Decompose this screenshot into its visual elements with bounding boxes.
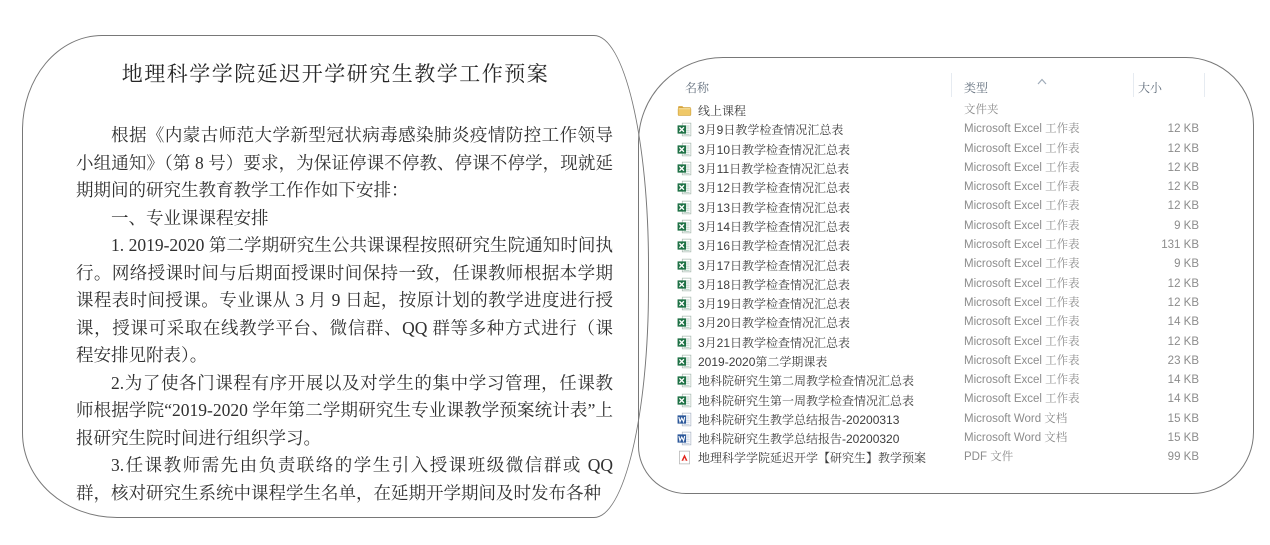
column-separator xyxy=(951,73,952,97)
file-name: 地科院研究生第一周教学检查情况汇总表 xyxy=(698,393,915,408)
file-name: 线上课程 xyxy=(698,104,747,119)
file-name: 地科院研究生第二周教学检查情况汇总表 xyxy=(698,374,915,389)
excel-icon xyxy=(677,161,692,176)
file-name: 2019-2020第二学期课表 xyxy=(698,355,828,369)
file-type: Microsoft Excel 工作表 xyxy=(964,219,1080,232)
file-row[interactable] xyxy=(677,178,1233,197)
word-icon xyxy=(677,412,692,427)
document-title: 地理科学学院延迟开学研究生教学工作预案 xyxy=(121,62,550,86)
column-header-row xyxy=(639,71,1253,99)
file-type: 文件夹 xyxy=(964,104,999,116)
file-row[interactable] xyxy=(677,390,1233,409)
file-name: 3月18日教学检查情况汇总表 xyxy=(698,277,851,292)
file-size: 14 KB xyxy=(1167,374,1199,387)
file-row[interactable] xyxy=(677,159,1233,178)
file-size: 12 KB xyxy=(1167,296,1199,309)
file-name: 3月21日教学检查情况汇总表 xyxy=(698,335,851,350)
file-type: Microsoft Word 文档 xyxy=(964,412,1068,425)
document-paragraph: 1. 2019-2020 第二学期研究生公共课课程按照研究生院通知时间执行。网络授课时间与后期面授课时间保持一致，任课教师根据本学期课程表时间授课。专业课从 3 月 9 日起，按原计划的教学进度进行授课，授课可采取在线教学平台、微信群、QQ 群等多种方式进行（课程安排见附表）。 xyxy=(76,235,613,365)
file-row[interactable] xyxy=(677,313,1233,332)
file-list xyxy=(677,101,1233,468)
file-size: 99 KB xyxy=(1167,451,1199,464)
document-paragraph: 2.为了使各门课程有序开展以及对学生的集中学习管理，任课教师根据学院“2019-2020 学年第二学期研究生专业课教学预案统计表”上报研究生院时间进行组织学习。 xyxy=(76,372,613,448)
file-name: 3月17日教学检查情况汇总表 xyxy=(698,258,851,273)
file-type: Microsoft Excel 工作表 xyxy=(964,161,1080,174)
file-row[interactable] xyxy=(677,294,1233,313)
excel-icon xyxy=(677,180,692,195)
document-paragraph: 根据《内蒙古师范大学新型冠状病毒感染肺炎疫情防控工作领导小组通知》（第 8 号）要求，为保证停课不停教、停课不停学，现就延期期间的研究生教育教学工作作如下安排： xyxy=(76,125,613,200)
file-size: 14 KB xyxy=(1167,316,1199,329)
excel-icon xyxy=(677,219,692,234)
file-name: 地科院研究生教学总结报告-20200320 xyxy=(698,432,900,447)
sort-ascending-icon xyxy=(1035,72,1049,79)
file-name: 地科院研究生教学总结报告-20200313 xyxy=(698,412,900,427)
file-row[interactable] xyxy=(677,275,1233,294)
file-size: 131 KB xyxy=(1161,239,1199,252)
file-explorer-panel xyxy=(638,57,1254,494)
pdf-icon xyxy=(677,450,692,465)
file-row[interactable] xyxy=(677,448,1233,467)
excel-icon xyxy=(677,393,692,408)
file-size: 12 KB xyxy=(1167,161,1199,174)
excel-icon xyxy=(677,315,692,330)
column-header-type[interactable]: 类型 xyxy=(964,81,989,95)
file-name: 3月20日教学检查情况汇总表 xyxy=(698,316,851,331)
file-size: 12 KB xyxy=(1167,200,1199,213)
file-type: Microsoft Excel 工作表 xyxy=(964,316,1080,329)
file-type: Microsoft Excel 工作表 xyxy=(964,142,1080,155)
file-row[interactable] xyxy=(677,140,1233,159)
excel-icon xyxy=(677,258,692,273)
file-type: Microsoft Word 文档 xyxy=(964,432,1068,445)
excel-icon xyxy=(677,296,692,311)
file-size: 12 KB xyxy=(1167,142,1199,155)
excel-icon xyxy=(677,200,692,215)
file-type: Microsoft Excel 工作表 xyxy=(964,123,1080,136)
file-type: Microsoft Excel 工作表 xyxy=(964,258,1080,271)
excel-icon xyxy=(677,335,692,350)
file-name: 3月10日教学检查情况汇总表 xyxy=(698,142,851,157)
file-name: 3月12日教学检查情况汇总表 xyxy=(698,181,851,196)
file-size: 23 KB xyxy=(1167,354,1199,367)
file-type: Microsoft Excel 工作表 xyxy=(964,335,1080,348)
document-paragraph: 3.任课教师需先由负责联络的学生引入授课班级微信群或 QQ 群，核对研究生系统中课程学生名单，在延期开学期间及时发布各种 xyxy=(76,455,613,503)
word-icon xyxy=(677,431,692,446)
file-name: 3月16日教学检查情况汇总表 xyxy=(698,239,851,254)
file-type: Microsoft Excel 工作表 xyxy=(964,296,1080,309)
column-separator xyxy=(1133,73,1134,97)
file-type: PDF 文件 xyxy=(964,451,1014,464)
file-type: Microsoft Excel 工作表 xyxy=(964,277,1080,290)
file-name: 3月9日教学检查情况汇总表 xyxy=(698,123,844,138)
file-size: 15 KB xyxy=(1167,432,1199,445)
file-size: 12 KB xyxy=(1167,181,1199,194)
excel-icon xyxy=(677,122,692,137)
excel-icon xyxy=(677,238,692,253)
file-type: Microsoft Excel 工作表 xyxy=(964,374,1080,387)
file-row[interactable] xyxy=(677,371,1233,390)
file-row[interactable] xyxy=(677,410,1233,429)
file-type: Microsoft Excel 工作表 xyxy=(964,354,1080,367)
file-size: 12 KB xyxy=(1167,123,1199,136)
excel-icon xyxy=(677,142,692,157)
file-name: 3月13日教学检查情况汇总表 xyxy=(698,200,851,215)
excel-icon xyxy=(677,373,692,388)
file-row[interactable] xyxy=(677,352,1233,371)
file-row[interactable] xyxy=(677,197,1233,216)
column-header-name[interactable]: 名称 xyxy=(685,81,710,95)
file-name: 3月14日教学检查情况汇总表 xyxy=(698,219,851,234)
file-type: Microsoft Excel 工作表 xyxy=(964,181,1080,194)
file-row[interactable] xyxy=(677,217,1233,236)
file-row[interactable] xyxy=(677,333,1233,352)
file-row[interactable] xyxy=(677,255,1233,274)
excel-icon xyxy=(677,354,692,369)
file-type: Microsoft Excel 工作表 xyxy=(964,200,1080,213)
file-row[interactable] xyxy=(677,429,1233,448)
document-paragraph: 一、专业课课程安排 xyxy=(111,207,269,228)
column-header-size[interactable]: 大小 xyxy=(1138,81,1163,95)
file-size: 9 KB xyxy=(1174,258,1199,271)
file-row[interactable] xyxy=(677,120,1233,139)
file-size: 15 KB xyxy=(1167,412,1199,425)
file-name: 3月11日教学检查情况汇总表 xyxy=(698,162,850,177)
file-row[interactable] xyxy=(677,236,1233,255)
file-name: 3月19日教学检查情况汇总表 xyxy=(698,297,851,312)
file-size: 12 KB xyxy=(1167,335,1199,348)
document-preview-panel xyxy=(22,35,649,518)
file-type: Microsoft Excel 工作表 xyxy=(964,239,1080,252)
folder-icon xyxy=(677,103,692,118)
file-size: 12 KB xyxy=(1167,277,1199,290)
column-separator xyxy=(1204,73,1205,97)
file-size: 14 KB xyxy=(1167,393,1199,406)
file-type: Microsoft Excel 工作表 xyxy=(964,393,1080,406)
file-row[interactable] xyxy=(677,101,1233,120)
excel-icon xyxy=(677,277,692,292)
file-name: 地理科学学院延迟开学【研究生】教学预案 xyxy=(698,451,927,466)
file-size: 9 KB xyxy=(1174,219,1199,232)
document-body xyxy=(76,122,613,507)
